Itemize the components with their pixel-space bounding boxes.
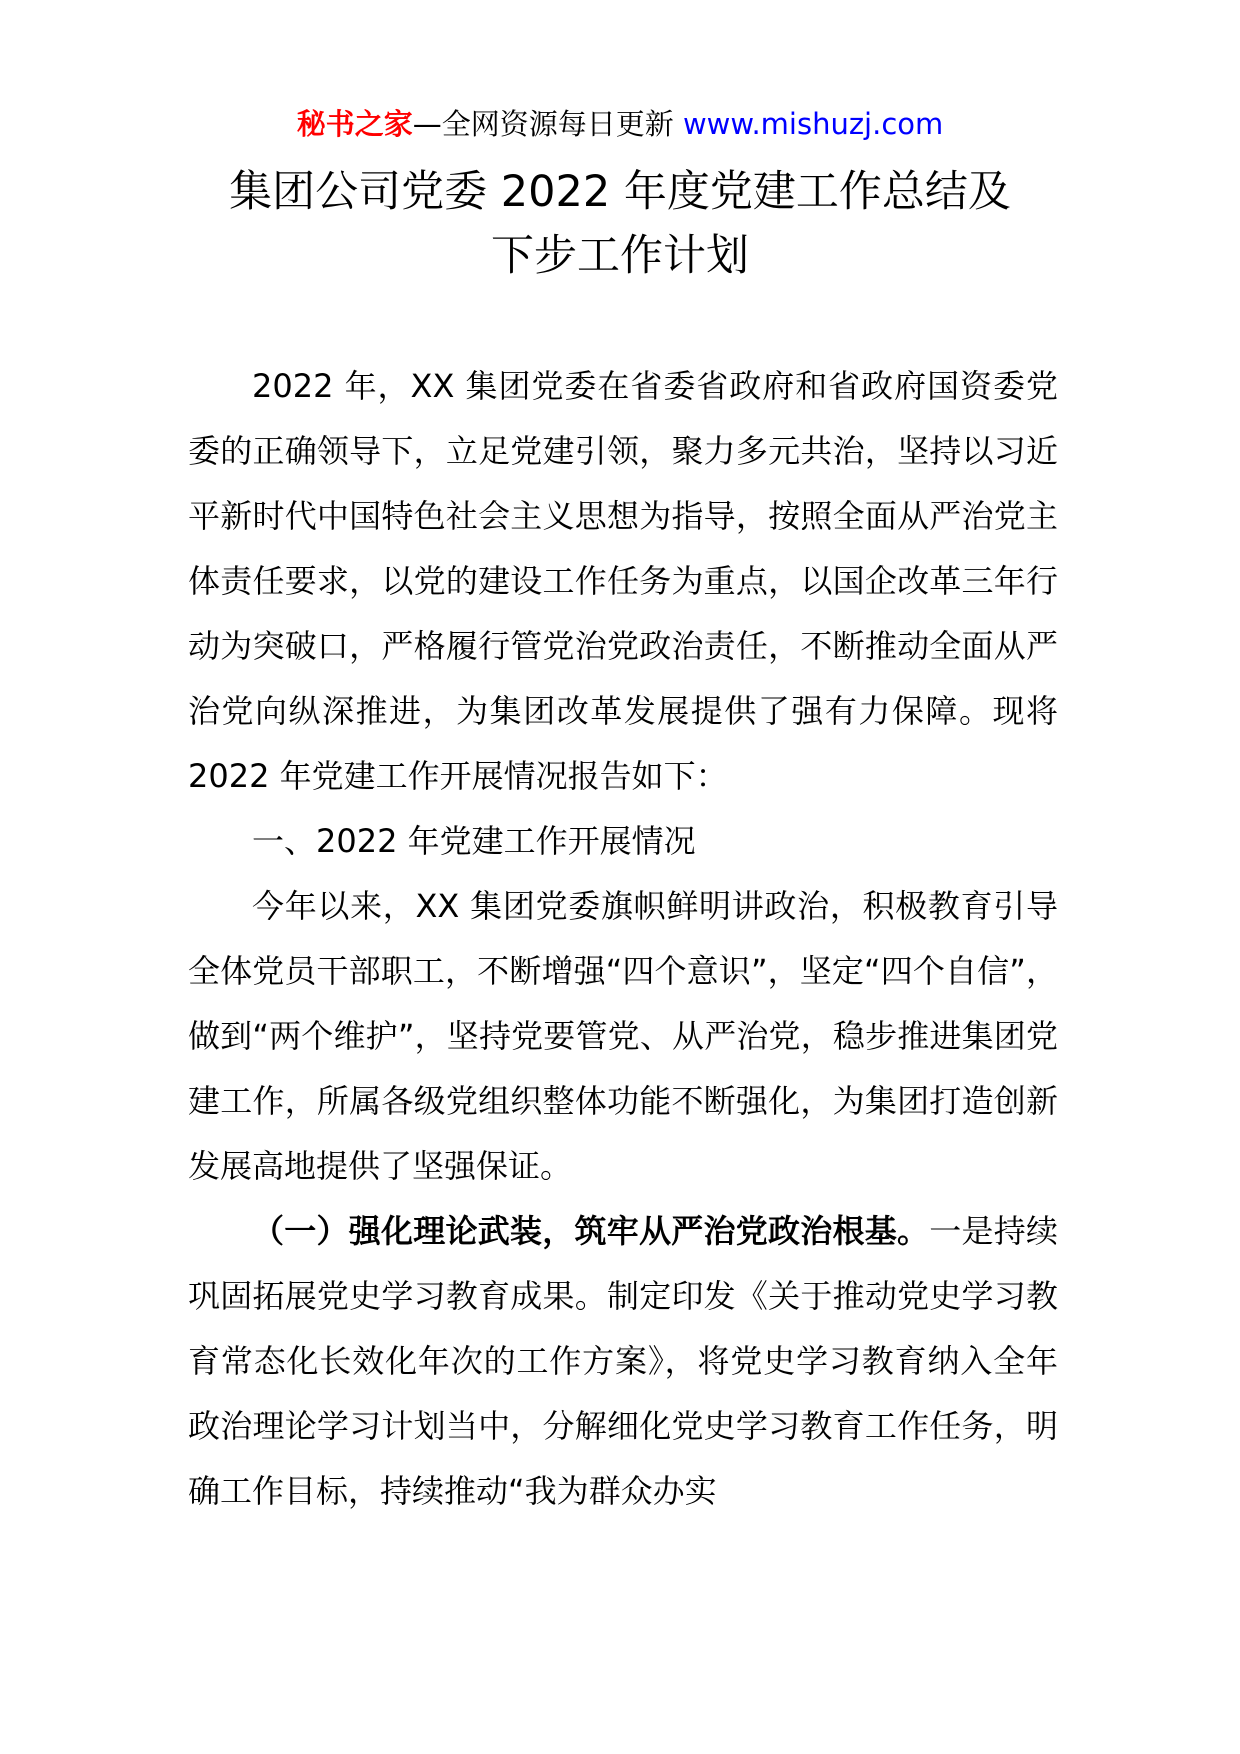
section-1-paragraph: 今年以来，XX 集团党委旗帜鲜明讲政治，积极教育引导全体党员干部职工，不断增强“四个意识”，坚定“四个自信”，做到“两个维护”，坚持党要管党、从严治党，稳步推进集团党建工作，所属各级党组织整体功能不断强化，为集团打造创新发展高地提供了坚强保证。 [188,887,1058,1185]
document-title-line-1: 集团公司党委 2022 年度党建工作总结及 [229,167,1011,217]
subsection-1-text: 一是持续巩固拓展党史学习教育成果。制定印发《关于推动党史学习教育常态化长效化年次的工作方案》，将党史学习教育纳入全年政治理论学习计划当中，分解细化党史学习教育工作任务，明确工作目标，持续推动“我为群众办实 [188,1212,1058,1510]
section-heading-1: 一、2022 年党建工作开展情况 [252,822,696,860]
site-brand: 秘书之家 [296,107,413,141]
site-slogan: —全网资源每日更新 [412,107,683,141]
document-body [188,354,1058,1524]
site-url[interactable]: www.mishuzj.com [682,107,944,141]
document-title-line-2: 下步工作计划 [491,231,749,281]
intro-paragraph: 2022 年，XX 集团党委在省委省政府和省政府国资委党委的正确领导下，立足党建引领，聚力多元共治，坚持以习近平新时代中国特色社会主义思想为指导，按照全面从严治党主体责任要求，以党的建设工作任务为重点，以国企改革三年行动为突破口，严格履行管党治党政治责任，不断推动全面从严治党向纵深推进，为集团改革发展提供了强有力保障。现将 2022 年党建工作开展情况报告如下： [188,367,1058,795]
subsection-heading-1: （一）强化理论武装，筑牢从严治党政治根基。 [252,1212,930,1250]
subsection-1-paragraph [188,1199,1058,1524]
document-title [140,160,1100,288]
site-header [0,100,1240,148]
